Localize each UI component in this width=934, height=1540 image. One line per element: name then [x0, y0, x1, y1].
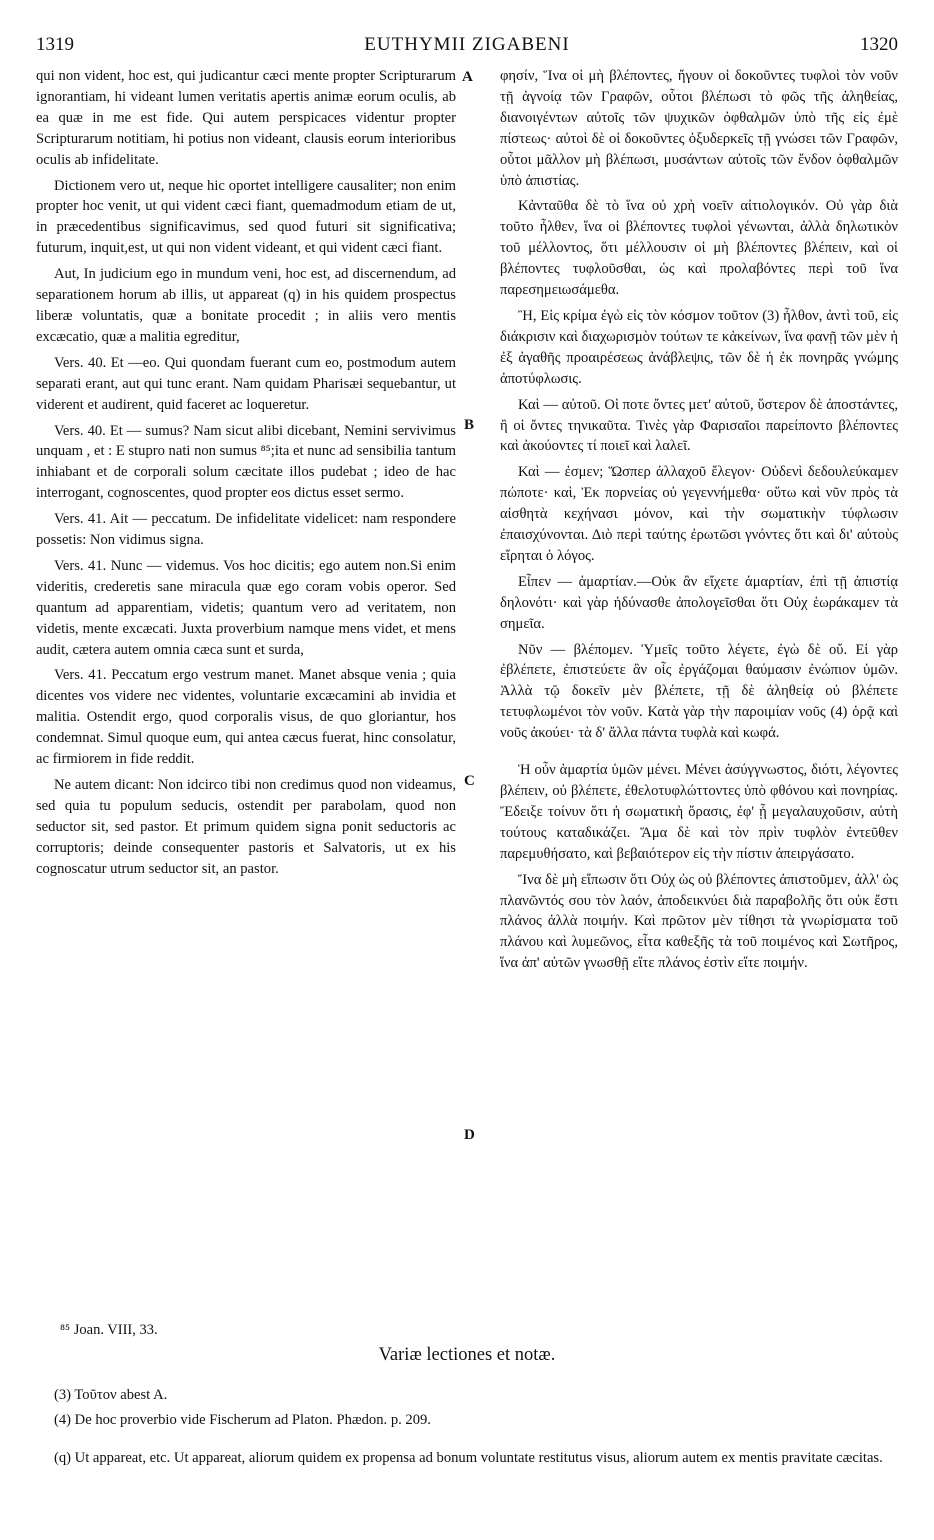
latin-paragraph: Vers. 41. Peccatum ergo vestrum manet. Manet absque venia ; quia dicentes vos videre nec videntes, voluntarie excæcamini ab invidia et malitia. Ostendit ergo, quod corporalis visus, de quo gloriantur, hos condemnat. Simul quoque eum, qui antea cæcus fuerat, hinc consolatur, ac firmiorem in fide reddit.: [36, 667, 456, 768]
latin-paragraph: Vers. 40. Et — sumus? Nam sicut alibi dicebant, Nemini servivimus unquam , et : E stupro nati non sumus ⁸⁵;ita et nunc ad sensibilia tantum inhiabant et de corporali solum cæcitate illos pudebat ; ideo de hac interrogant, cognoscentes, quod propter eos dictus esset sermo.: [36, 422, 456, 502]
running-title: EUTHYMII ZIGABENI: [364, 34, 570, 55]
note-item: (q) Ut appareat, etc. Ut appareat, aliorum quidem ex propensa ad bonum voluntate restitutus visus, aliorum autem ex mentis pravitate cæcitas.: [54, 1450, 883, 1466]
greek-paragraph: Ἢ, Εἰς κρίμα ἐγὼ εἰς τὸν κόσμον τοῦτον (3) ἦλθον, ἀντὶ τοῦ, εἰς διάκρισιν καὶ διαχωρισμὸν τούτων τε κἀκείνων, ἵνα φανῇ τῶν μὲν ἡ ἐξ ἀγαθῆς προαιρέσεως ἀνάβλεψις, τῶν δὲ ἡ ἐκ πονηρᾶς γνώμης ἀποτύφλωσις.: [500, 307, 898, 387]
latin-paragraph: Vers. 41. Nunc — videmus. Vos hoc dicitis; ego autem non.Si enim videritis, crederetis sane miracula quæ ego coram vobis operor. Sed quantum ad apparentiam, videtis; quantum vero ad veritatem, non videtis, mente excæcati. Juxta proverbium namque mens videt, et mens audit, cætera autem omnia cæca sunt et surda,: [36, 557, 456, 658]
latin-paragraph: Dictionem vero ut, neque hic oportet intelligere causaliter; non enim propter hoc venit, ut qui vident cæci fiant, quemadmodum etiam de ut, in præcedentibus significavimus, sed quod futuri sit significativa; futurum, inquit,est, ut qui non vident videant, et qui vident cæci fiant.: [36, 177, 456, 257]
margin-marker-c: C: [464, 773, 475, 789]
greek-paragraph: Καὶ — ἐσμεν; Ὥσπερ ἀλλαχοῦ ἔλεγον· Οὐδενὶ δεδουλεύκαμεν πώποτε· καὶ, Ἐκ πορνείας οὐ γεγεννήμεθα· οὕτω καὶ νῦν πρὸς τὰ αἰσθητὰ κεχήνασι μόνον, καὶ τὴν σωματικὴν τύφλωσιν ἐπαισχύνονται. Διὸ περὶ ταύτης ἐρωτῶσι γνόντες ὅτι καὶ δι' αὐτοὺς εἴρηται ὁ λόγος.: [500, 464, 898, 564]
page-header: [36, 34, 898, 58]
greek-column: [500, 66, 898, 979]
greek-paragraph: Καὶ — αὐτοῦ. Οἱ ποτε ὄντες μετ' αὐτοῦ, ὕστερον δὲ ἀποστάντες, ἢ οἱ ὄντες τηνικαῦτα. Τινὲς γὰρ Φαρισαῖοι παρείποντο βλέποντες καὶ ἀκούοντες τί ποιεῖ καὶ λαλεῖ.: [500, 396, 898, 455]
page-number-left: 1319: [36, 34, 74, 55]
latin-paragraph: qui non vident, hoc est, qui judicantur cæci mente propter Scripturarum ignorantiam, hi videant lumen veritatis apertis animæ eorum oculis, ab ea quæ in me est fide. Qui autem perspicaces videntur propter Scripturarum notitiam, hi potius non videant, clausis eorum interioribus oculis ab infidelitate.: [36, 68, 456, 168]
margin-marker-d: D: [464, 1127, 475, 1143]
latin-paragraph: Aut, In judicium ego in mundum veni, hoc est, ad discernendum, ad separationem horum ab illis, ut appareat (q) in his quidem prospectus liberæ voluntatis, quæ a bonitate procedit ; in aliis vero mentis excæcatio, quæ a malitia egreditur,: [36, 266, 456, 345]
greek-paragraph: φησίν, Ἵνα οἱ μὴ βλέποντες, ἤγουν οἱ δοκοῦντες τυφλοὶ τὸν νοῦν τῇ ἀγνοίᾳ τῶν Γραφῶν, οὗτοι βλέπωσι τὸ φῶς τῆς ἀληθείας, διανοιγέντων αὐτοῖς τῶν ψυχικῶν ὀφθαλμῶν ὑπὸ τῆς εἰς ἐμὲ πίστεως· αὐτοὶ δὲ οἱ δοκοῦντες ὀξυδερκεῖς τῇ γνώσει τῶν Γραφῶν, οὗτοι μᾶλλον μὴ βλέπωσι, μυσάντων αὐτοῖς τῶν ἔνδον ὀφθαλμῶν ὑπὸ ἀπιστίας.: [500, 68, 898, 189]
greek-paragraph: Νῦν — βλέπομεν. Ὑμεῖς τοῦτο λέγετε, ἐγὼ δὲ οὔ. Εἰ γὰρ ἐβλέπετε, ἐπιστεύετε ἂν οἷς ἐργάζομαι θαύμασιν ἐνώπιον ὑμῶν. Ἀλλὰ τῷ δοκεῖν μὲν βλέπετε, τῇ δὲ ἀληθείᾳ οὐ βλέπετε τετυφλωμένοι τὸν νοῦν. Κατὰ γὰρ τὴν παροιμίαν νοῦς (4) ὁρᾷ καὶ νοῦς ἀκούει· τὰ δ' ἄλλα πάντα τυφλὰ καὶ κωφά.: [500, 641, 898, 742]
margin-marker-b: B: [464, 417, 475, 433]
latin-column: [36, 66, 456, 885]
page-number-right: 1320: [860, 34, 898, 55]
notes-heading: Variæ lectiones et notæ.: [378, 1345, 556, 1365]
greek-paragraph: Κἀνταῦθα δὲ τὸ ἵνα οὐ χρὴ νοεῖν αἰτιολογικόν. Οὐ γὰρ διὰ τοῦτο ἦλθεν, ἵνα οἱ βλέποντες τυφλοὶ γένωνται, ἀλλὰ δηλωτικὸν τοῦ μέλλοντος, ὅτι μέλλουσιν οἱ μὴ βλέποντες βλέπειν, καὶ οἱ βλέποντες τυφλοῦσθαι, ὡς καὶ προλαβόντες περὶ τοῦ ἵνα παρεσημειωσάμεθα.: [500, 198, 898, 299]
latin-paragraph: Vers. 40. Et —eo. Qui quondam fuerant cum eo, postmodum autem separati erant, aut qui tunc erant. Nam quidam Pharisæi sequebantur, ut viderent et audirent, quid faceret ac loqueretur.: [36, 354, 456, 413]
latin-paragraph: Ne autem dicant: Non idcirco tibi non credimus quod non videamus, sed quia tu populum seducis, ostendit per parabolam, quod non seductor sit, sed pastor. Et primum quidem signa ponit seductoris ac corruptoris; deinde consequenter pastoris et Salvatoris, ut ex his cognoscatur utrum seductor sit, an pastor.: [36, 777, 456, 877]
greek-paragraph: Ἡ οὖν ἁμαρτία ὑμῶν μένει. Μένει ἀσύγγνωστος, διότι, λέγοντες βλέπειν, οὐ βλέπετε, ἐθελοτυφλώττοντες ὑπὸ φθόνου καὶ πονηρίας. Ἔδειξε τοίνυν ὅτι ἡ σωματικὴ ὅρασις, ἐφ' ᾗ μεγαλαυχοῦσιν, αὐτὴ τούτους καταδικάζει. Ἅμα δὲ καὶ τὸν πρὶν τυφλὸν ἐντεῦθεν παρεμυθήσατο, καὶ βεβαιότερον εἰς τὴν πίστιν ἀπειργάσατο.: [500, 762, 898, 862]
latin-paragraph: Vers. 41. Ait — peccatum. De infidelitate videlicet: nam respondere possetis: Non vidimus signa.: [36, 511, 456, 549]
note-item: (4) De hoc proverbio vide Fischerum ad Platon. Phædon. p. 209.: [54, 1412, 431, 1428]
greek-paragraph: Εἶπεν — ἁμαρτίαν.—Οὐκ ἂν εἴχετε ἁμαρτίαν, ἐπὶ τῇ ἀπιστίᾳ δηλονότι· καὶ γὰρ ἠδύνασθε ἀπολογεῖσθαι ὅτι Οὐχ ἑωράκαμεν τὰ σημεῖα.: [500, 573, 898, 632]
margin-marker-a: A: [462, 69, 473, 85]
footnote-reference: ⁸⁵ Joan. VIII, 33.: [60, 1322, 158, 1338]
note-item: (3) Τοῦτον abest A.: [54, 1387, 168, 1403]
greek-paragraph: Ἵνα δὲ μὴ εἴπωσιν ὅτι Οὐχ ὡς οὐ βλέποντες ἀπιστοῦμεν, ἀλλ' ὡς πλανῶντός σου τὸν λαόν, ἀποδεικνύει διὰ παραβολῆς ὅτι οὐκ ἔστι πλάνος ἀλλὰ ποιμήν. Καὶ πρῶτον μὲν τίθησι τὰ γνωρίσματα τοῦ πλάνου καὶ λυμεῶνος, εἶτα καθεξῆς τὰ τοῦ ποιμένος καὶ Σωτῆρος, ἵνα ἀπ' αὐτῶν γνωσθῇ εἴτε πλάνος ἐστὶν εἴτε ποιμήν.: [500, 871, 898, 972]
